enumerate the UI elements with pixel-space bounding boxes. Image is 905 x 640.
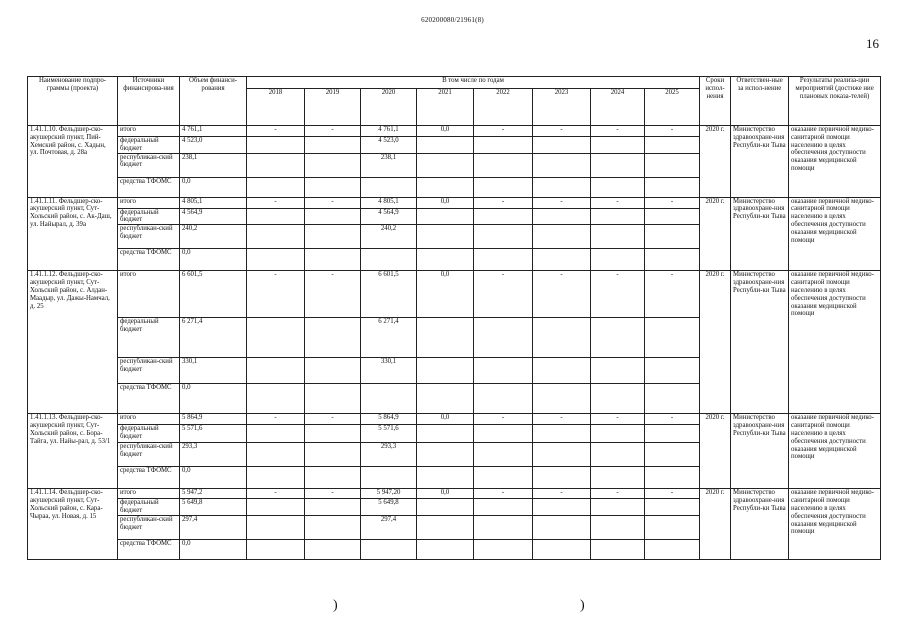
table-row xyxy=(28,271,881,318)
volume-cell: 5 864,9 xyxy=(180,414,247,425)
year-cell-2023: - xyxy=(533,126,591,137)
year-cell-2023: - xyxy=(533,271,591,318)
source-cell: федеральный бюджет xyxy=(118,208,180,225)
year-cell-2023 xyxy=(533,443,591,467)
year-cell-2020: 5 649,8 xyxy=(361,499,417,516)
year-cell-2025 xyxy=(645,499,700,516)
year-cell-2021 xyxy=(417,137,474,154)
year-cell-2020: 4 805,1 xyxy=(361,197,417,208)
year-cell-2021: 0,0 xyxy=(417,414,474,425)
year-cell-2021: 0,0 xyxy=(417,126,474,137)
source-cell: федеральный бюджет xyxy=(118,499,180,516)
year-cell-2020 xyxy=(361,249,417,271)
year-cell-2023: - xyxy=(533,489,591,499)
volume-cell: 0,0 xyxy=(180,177,247,197)
year-cell-2021 xyxy=(417,467,474,489)
header-year-2023: 2023 xyxy=(533,89,591,126)
source-cell: итого xyxy=(118,489,180,499)
source-cell: федеральный бюджет xyxy=(118,425,180,443)
year-cell-2020: 5 571,6 xyxy=(361,425,417,443)
result-cell: оказание первичной медико-санитарной помощи населению в целях обеспечения доступности оказания медицинской помощи xyxy=(789,271,881,414)
year-cell-2018 xyxy=(247,384,305,414)
year-cell-2022: - xyxy=(474,126,533,137)
year-cell-2023 xyxy=(533,358,591,384)
year-cell-2025 xyxy=(645,208,700,225)
year-cell-2019: - xyxy=(305,271,361,318)
year-cell-2024 xyxy=(591,539,645,559)
table-row xyxy=(28,197,881,208)
responsible-cell: Министерство здравоохране-ния Республи-ки Тыва xyxy=(731,197,789,271)
source-cell: итого xyxy=(118,414,180,425)
volume-cell: 293,3 xyxy=(180,443,247,467)
year-cell-2021: 0,0 xyxy=(417,197,474,208)
year-cell-2018 xyxy=(247,443,305,467)
year-cell-2022 xyxy=(474,499,533,516)
responsible-cell: Министерство здравоохране-ния Республи-ки Тыва xyxy=(731,414,789,489)
year-cell-2023 xyxy=(533,467,591,489)
header-results: Результаты реализа-ции мероприятий (достиже ние плановых показа-телей) xyxy=(789,77,881,126)
source-cell: итого xyxy=(118,126,180,137)
result-cell: оказание первичной медико-санитарной помощи населению в целях обеспечения доступности оказания медицинской помощи xyxy=(789,489,881,560)
source-cell: средства ТФОМС xyxy=(118,539,180,559)
year-cell-2020: 330,1 xyxy=(361,358,417,384)
year-cell-2018: - xyxy=(247,489,305,499)
header-by-years: В том числе по годам xyxy=(247,77,700,89)
year-cell-2025: - xyxy=(645,197,700,208)
year-cell-2020: 4 761,1 xyxy=(361,126,417,137)
year-cell-2024 xyxy=(591,384,645,414)
table-body xyxy=(28,126,881,560)
volume-cell: 5 571,6 xyxy=(180,425,247,443)
year-cell-2018 xyxy=(247,153,305,177)
year-cell-2019: - xyxy=(305,126,361,137)
year-cell-2019 xyxy=(305,208,361,225)
source-cell: средства ТФОМС xyxy=(118,249,180,271)
year-cell-2019 xyxy=(305,384,361,414)
year-cell-2021 xyxy=(417,515,474,539)
year-cell-2018: - xyxy=(247,271,305,318)
year-cell-2022: - xyxy=(474,414,533,425)
year-cell-2022 xyxy=(474,425,533,443)
header-sources: Источники финансирова-ния xyxy=(118,77,180,126)
year-cell-2019 xyxy=(305,539,361,559)
year-cell-2025 xyxy=(645,249,700,271)
year-cell-2025 xyxy=(645,539,700,559)
term-cell: 2020 г. xyxy=(700,126,731,198)
source-cell: республикан-ский бюджет xyxy=(118,515,180,539)
year-cell-2024: - xyxy=(591,197,645,208)
source-cell: федеральный бюджет xyxy=(118,318,180,358)
year-cell-2022 xyxy=(474,515,533,539)
source-cell: средства ТФОМС xyxy=(118,467,180,489)
year-cell-2021 xyxy=(417,539,474,559)
volume-cell: 4 523,0 xyxy=(180,137,247,154)
responsible-cell: Министерство здравоохране-ния Республи-ки Тыва xyxy=(731,126,789,198)
source-cell: итого xyxy=(118,271,180,318)
year-cell-2020: 6 271,4 xyxy=(361,318,417,358)
year-cell-2018 xyxy=(247,177,305,197)
term-cell: 2020 г. xyxy=(700,271,731,414)
year-cell-2018: - xyxy=(247,414,305,425)
header-year-2018: 2018 xyxy=(247,89,305,126)
volume-cell: 4 564,9 xyxy=(180,208,247,225)
year-cell-2020: 5 864,9 xyxy=(361,414,417,425)
year-cell-2022 xyxy=(474,249,533,271)
volume-cell: 0,0 xyxy=(180,249,247,271)
year-cell-2022 xyxy=(474,137,533,154)
year-cell-2022 xyxy=(474,358,533,384)
year-cell-2024 xyxy=(591,358,645,384)
source-cell: республикан-ский бюджет xyxy=(118,443,180,467)
volume-cell: 0,0 xyxy=(180,384,247,414)
year-cell-2018 xyxy=(247,358,305,384)
result-cell: оказание первичной медико-санитарной помощи населению в целях обеспечения доступности оказания медицинской помощи xyxy=(789,126,881,198)
year-cell-2021 xyxy=(417,499,474,516)
year-cell-2024: - xyxy=(591,489,645,499)
project-name: 1.41.1.11. Фельдшер-ско-акушерский пункт, Сут-Хольский район, с. Ак-Даш, ул. Найырал, д. 39а xyxy=(28,197,118,271)
year-cell-2018 xyxy=(247,425,305,443)
year-cell-2019 xyxy=(305,443,361,467)
volume-cell: 240,2 xyxy=(180,225,247,249)
source-cell: республикан-ский бюджет xyxy=(118,358,180,384)
footer-mark-left: ) xyxy=(333,598,338,613)
year-cell-2019 xyxy=(305,225,361,249)
year-cell-2022 xyxy=(474,177,533,197)
source-cell: республикан-ский бюджет xyxy=(118,153,180,177)
year-cell-2025 xyxy=(645,467,700,489)
project-name: 1.41.1.12. Фельдшер-ско-акушерский пункт, Сут-Хольский район, с. Алдан-Маадыр, ул. Дажы-Намчал, д. 25 xyxy=(28,271,118,414)
year-cell-2022 xyxy=(474,208,533,225)
year-cell-2020: 5 947,20 xyxy=(361,489,417,499)
year-cell-2024 xyxy=(591,225,645,249)
year-cell-2025 xyxy=(645,358,700,384)
responsible-cell: Министерство здравоохране-ния Республи-ки Тыва xyxy=(731,489,789,560)
year-cell-2023 xyxy=(533,318,591,358)
year-cell-2018 xyxy=(247,515,305,539)
year-cell-2024 xyxy=(591,137,645,154)
year-cell-2022 xyxy=(474,384,533,414)
year-cell-2019 xyxy=(305,467,361,489)
year-cell-2023 xyxy=(533,384,591,414)
year-cell-2023 xyxy=(533,177,591,197)
year-cell-2020 xyxy=(361,177,417,197)
year-cell-2019 xyxy=(305,177,361,197)
year-cell-2019 xyxy=(305,425,361,443)
table-row xyxy=(28,489,881,499)
year-cell-2025: - xyxy=(645,414,700,425)
year-cell-2023 xyxy=(533,153,591,177)
year-cell-2025 xyxy=(645,425,700,443)
year-cell-2019 xyxy=(305,515,361,539)
year-cell-2024: - xyxy=(591,414,645,425)
source-cell: итого xyxy=(118,197,180,208)
table-header xyxy=(28,77,881,126)
year-cell-2021 xyxy=(417,208,474,225)
header-terms: Сроки испол-нения xyxy=(700,77,731,126)
year-cell-2025: - xyxy=(645,271,700,318)
year-cell-2025 xyxy=(645,177,700,197)
year-cell-2025 xyxy=(645,443,700,467)
year-cell-2022: - xyxy=(474,489,533,499)
year-cell-2024 xyxy=(591,467,645,489)
result-cell: оказание первичной медико-санитарной помощи населению в целях обеспечения доступности оказания медицинской помощи xyxy=(789,197,881,271)
year-cell-2022 xyxy=(474,443,533,467)
header-year-2022: 2022 xyxy=(474,89,533,126)
year-cell-2023: - xyxy=(533,414,591,425)
year-cell-2019 xyxy=(305,137,361,154)
year-cell-2023 xyxy=(533,249,591,271)
year-cell-2019 xyxy=(305,249,361,271)
year-cell-2024: - xyxy=(591,271,645,318)
volume-cell: 6 271,4 xyxy=(180,318,247,358)
year-cell-2021 xyxy=(417,225,474,249)
responsible-cell: Министерство здравоохране-ния Республи-ки Тыва xyxy=(731,271,789,414)
year-cell-2024: - xyxy=(591,126,645,137)
year-cell-2018: - xyxy=(247,126,305,137)
volume-cell: 238,1 xyxy=(180,153,247,177)
year-cell-2021 xyxy=(417,153,474,177)
year-cell-2021 xyxy=(417,249,474,271)
year-cell-2019 xyxy=(305,358,361,384)
year-cell-2021 xyxy=(417,177,474,197)
source-cell: средства ТФОМС xyxy=(118,177,180,197)
year-cell-2020 xyxy=(361,467,417,489)
year-cell-2018 xyxy=(247,249,305,271)
year-cell-2025 xyxy=(645,225,700,249)
year-cell-2020 xyxy=(361,384,417,414)
year-cell-2025: - xyxy=(645,126,700,137)
term-cell: 2020 г. xyxy=(700,414,731,489)
project-name: 1.41.1.14. Фельдшер-ско-акушерский пункт, Сут-Хольский район, с. Кара-Чыраа, ул. Новая, д. 15 xyxy=(28,489,118,560)
year-cell-2022 xyxy=(474,539,533,559)
header-volume: Объем финанси-рования xyxy=(180,77,247,126)
year-cell-2024 xyxy=(591,443,645,467)
year-cell-2020: 6 601,5 xyxy=(361,271,417,318)
year-cell-2021: 0,0 xyxy=(417,271,474,318)
volume-cell: 297,4 xyxy=(180,515,247,539)
year-cell-2020: 4 564,9 xyxy=(361,208,417,225)
year-cell-2019: - xyxy=(305,197,361,208)
year-cell-2018 xyxy=(247,208,305,225)
year-cell-2024 xyxy=(591,208,645,225)
result-cell: оказание первичной медико-санитарной помощи населению в целях обеспечения доступности оказания медицинской помощи xyxy=(789,414,881,489)
year-cell-2018 xyxy=(247,137,305,154)
year-cell-2024 xyxy=(591,425,645,443)
year-cell-2020: 238,1 xyxy=(361,153,417,177)
year-cell-2023: - xyxy=(533,197,591,208)
header-name: Наименование подпро-граммы (проекта) xyxy=(28,77,118,126)
project-name: 1.41.1.13. Фельдшер-ско-акушерский пункт, Сут-Хольский район, с. Бора-Тайга, ул. Найы-рал, д. 53/1 xyxy=(28,414,118,489)
year-cell-2020 xyxy=(361,539,417,559)
page-number: 16 xyxy=(866,36,879,51)
source-cell: федеральный бюджет xyxy=(118,137,180,154)
year-cell-2023 xyxy=(533,225,591,249)
year-cell-2022 xyxy=(474,225,533,249)
year-cell-2018 xyxy=(247,467,305,489)
year-cell-2020: 297,4 xyxy=(361,515,417,539)
volume-cell: 4 805,1 xyxy=(180,197,247,208)
year-cell-2024 xyxy=(591,318,645,358)
term-cell: 2020 г. xyxy=(700,197,731,271)
year-cell-2025 xyxy=(645,384,700,414)
year-cell-2024 xyxy=(591,249,645,271)
year-cell-2021 xyxy=(417,384,474,414)
year-cell-2020: 240,2 xyxy=(361,225,417,249)
header-responsible: Ответствен-ные за испол-нение xyxy=(731,77,789,126)
year-cell-2021 xyxy=(417,443,474,467)
year-cell-2022: - xyxy=(474,271,533,318)
volume-cell: 6 601,5 xyxy=(180,271,247,318)
year-cell-2018 xyxy=(247,318,305,358)
year-cell-2019: - xyxy=(305,489,361,499)
year-cell-2022 xyxy=(474,318,533,358)
year-cell-2018 xyxy=(247,225,305,249)
year-cell-2025 xyxy=(645,515,700,539)
header-year-2019: 2019 xyxy=(305,89,361,126)
volume-cell: 4 761,1 xyxy=(180,126,247,137)
volume-cell: 0,0 xyxy=(180,539,247,559)
year-cell-2021 xyxy=(417,318,474,358)
year-cell-2019: - xyxy=(305,414,361,425)
year-cell-2018 xyxy=(247,499,305,516)
year-cell-2023 xyxy=(533,208,591,225)
year-cell-2021 xyxy=(417,425,474,443)
volume-cell: 5 649,8 xyxy=(180,499,247,516)
year-cell-2022 xyxy=(474,467,533,489)
project-name: 1.41.1.10. Фельдшер-ско-акушерский пункт, Пий-Хемский район, с. Хадын, ул. Почтовая, д. 28а xyxy=(28,126,118,198)
year-cell-2018 xyxy=(247,539,305,559)
year-cell-2024 xyxy=(591,153,645,177)
header-year-2024: 2024 xyxy=(591,89,645,126)
document-id: 620200080/21961(8) xyxy=(421,16,484,24)
table-row xyxy=(28,414,881,425)
year-cell-2021 xyxy=(417,358,474,384)
year-cell-2022 xyxy=(474,153,533,177)
year-cell-2022: - xyxy=(474,197,533,208)
year-cell-2025: - xyxy=(645,489,700,499)
year-cell-2021: 0,0 xyxy=(417,489,474,499)
year-cell-2024 xyxy=(591,515,645,539)
year-cell-2019 xyxy=(305,153,361,177)
year-cell-2023 xyxy=(533,515,591,539)
header-year-2025: 2025 xyxy=(645,89,700,126)
year-cell-2019 xyxy=(305,318,361,358)
term-cell: 2020 г. xyxy=(700,489,731,560)
year-cell-2023 xyxy=(533,137,591,154)
year-cell-2020: 4 523,0 xyxy=(361,137,417,154)
year-cell-2018: - xyxy=(247,197,305,208)
year-cell-2025 xyxy=(645,153,700,177)
volume-cell: 5 947,2 xyxy=(180,489,247,499)
year-cell-2024 xyxy=(591,177,645,197)
footer-mark-right: ) xyxy=(580,598,585,613)
table-row xyxy=(28,126,881,137)
year-cell-2025 xyxy=(645,318,700,358)
header-year-2021: 2021 xyxy=(417,89,474,126)
volume-cell: 0,0 xyxy=(180,467,247,489)
volume-cell: 330,1 xyxy=(180,358,247,384)
year-cell-2023 xyxy=(533,539,591,559)
financing-table xyxy=(27,76,881,560)
header-year-2020: 2020 xyxy=(361,89,417,126)
year-cell-2023 xyxy=(533,499,591,516)
year-cell-2024 xyxy=(591,499,645,516)
year-cell-2020: 293,3 xyxy=(361,443,417,467)
year-cell-2023 xyxy=(533,425,591,443)
year-cell-2019 xyxy=(305,499,361,516)
year-cell-2025 xyxy=(645,137,700,154)
source-cell: средства ТФОМС xyxy=(118,384,180,414)
source-cell: республикан-ский бюджет xyxy=(118,225,180,249)
